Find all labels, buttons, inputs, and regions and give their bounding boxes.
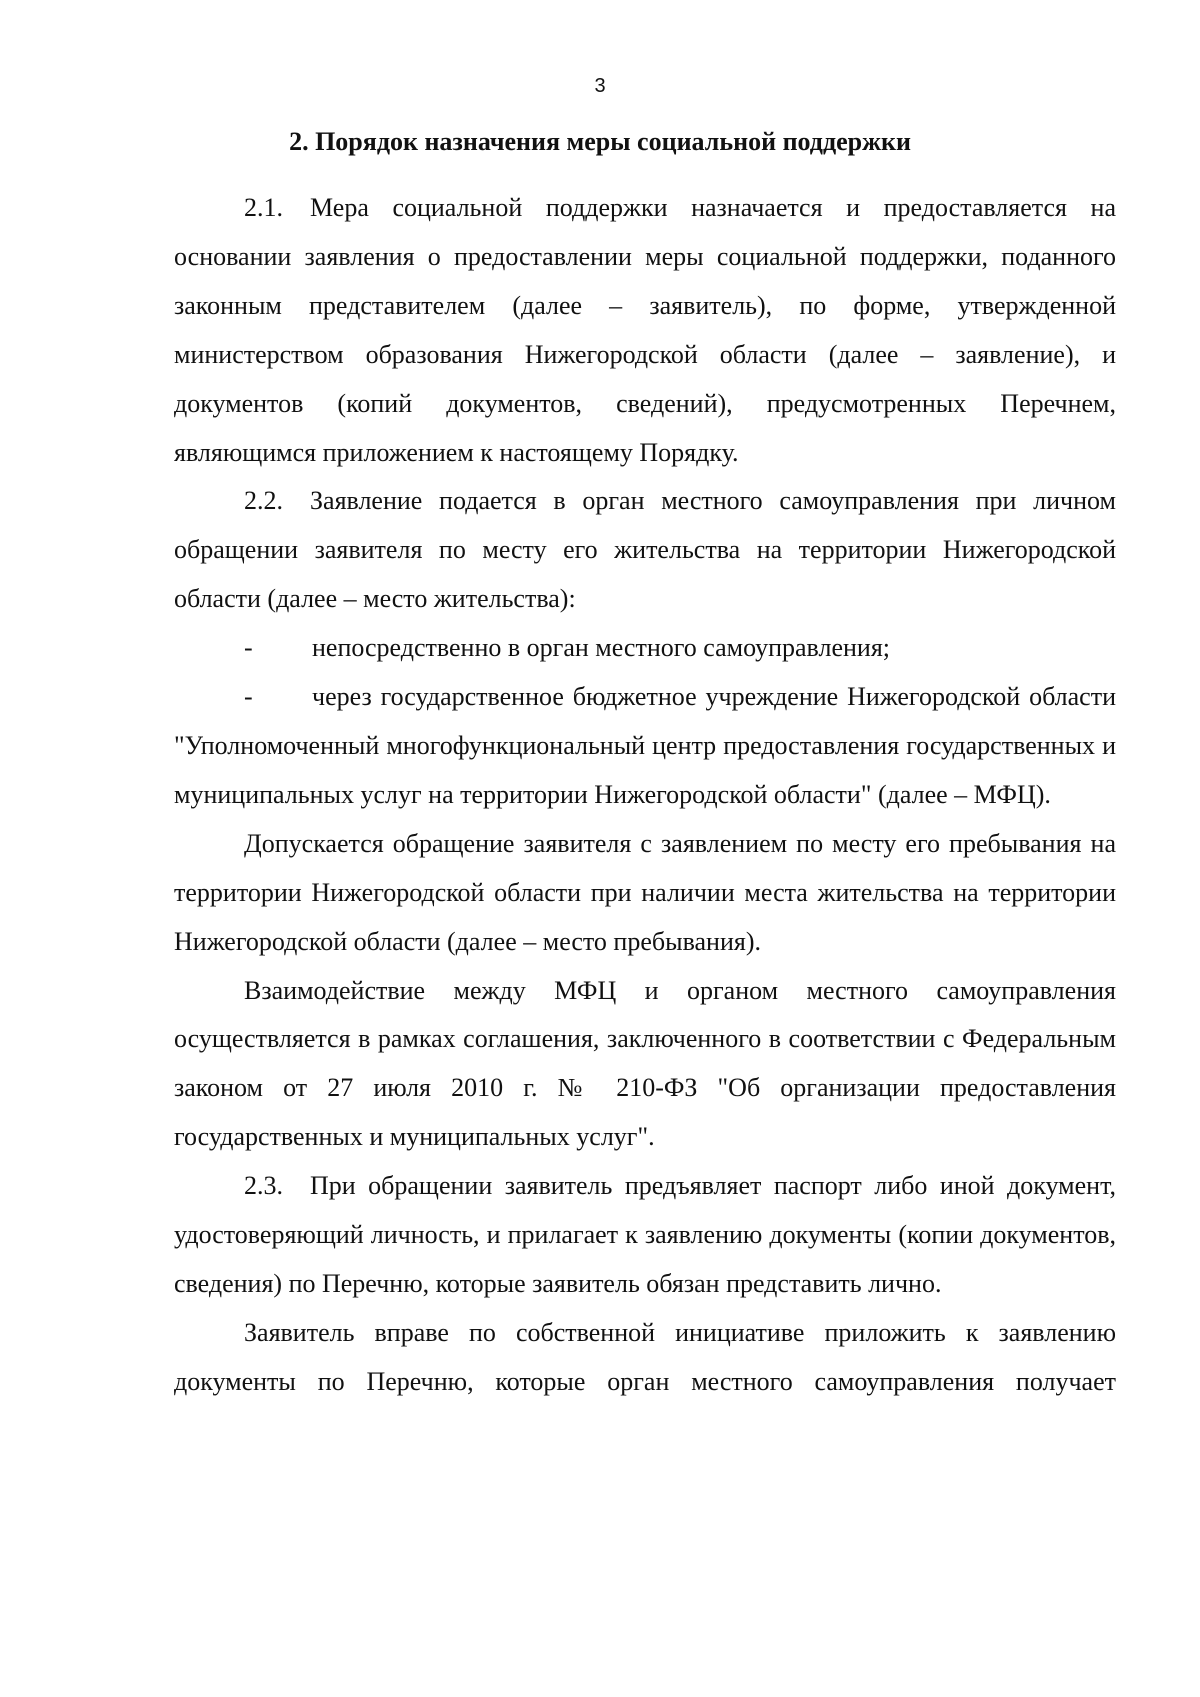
page-number: 3 (594, 75, 606, 97)
document-body (174, 184, 1116, 1407)
paragraph-interaction: Взаимодействие между МФЦ и органом местного самоуправления осуществляется в рамках соглашения, заключенного в соответствии с Федеральным законом от 27 июля 2010 г. № 210-ФЗ "Об организации предоставления государственных и муниципальных услуг". (174, 975, 1116, 1152)
section-heading: 2. Порядок назначения меры социальной поддержки (289, 127, 911, 156)
paragraph-2-2 (174, 477, 1116, 624)
paragraph-text: Мера социальной поддержки назначается и предоставляется на основании заявления о предоставлении меры социальной поддержки, поданного законным представителем (далее – заявитель), по форме, утвержденной министерством образования Нижегородской области (далее – заявление), и документов (копий документов, сведений), предусмотренных Перечнем, являющимся приложением к настоящему Порядку. (174, 193, 1116, 467)
list-item (174, 624, 1116, 673)
paragraph-number: 2.1. (244, 193, 283, 222)
paragraph-applicant-right: Заявитель вправе по собственной инициативе приложить к заявлению документы по Перечню, которые орган местного самоуправления получает (174, 1317, 1116, 1396)
paragraph-number: 2.3. (244, 1171, 283, 1201)
paragraph-number: 2.2. (244, 486, 283, 516)
paragraph-2-1 (174, 184, 1116, 477)
list-item-text: непосредственно в орган местного самоуправления; (312, 633, 891, 663)
list-marker: - (244, 633, 253, 663)
paragraph-allowed: Допускается обращение заявителя с заявлением по месту его пребывания на территории Нижегородской области при наличии места жительства на территории Нижегородской области (далее – место пребывания). (174, 828, 1116, 956)
paragraph-text: При обращении заявитель предъявляет паспорт либо иной документ, удостоверяющий личность, и прилагает к заявлению документы (копии документов, сведения) по Перечню, которые заявитель обязан представить лично. (174, 1171, 1116, 1298)
list-marker: - (244, 682, 253, 712)
list-item-text: через государственное бюджетное учреждение Нижегородской области "Уполномоченный многофункциональный центр предоставления государственных и муниципальных услуг на территории Нижегородской области" (далее – МФЦ). (174, 682, 1116, 809)
list-item (174, 673, 1116, 820)
paragraph-text: Заявление подается в орган местного самоуправления при личном обращении заявителя по месту его жительства на территории Нижегородской области (далее – место жительства): (174, 486, 1116, 614)
paragraph-2-3 (174, 1162, 1116, 1309)
